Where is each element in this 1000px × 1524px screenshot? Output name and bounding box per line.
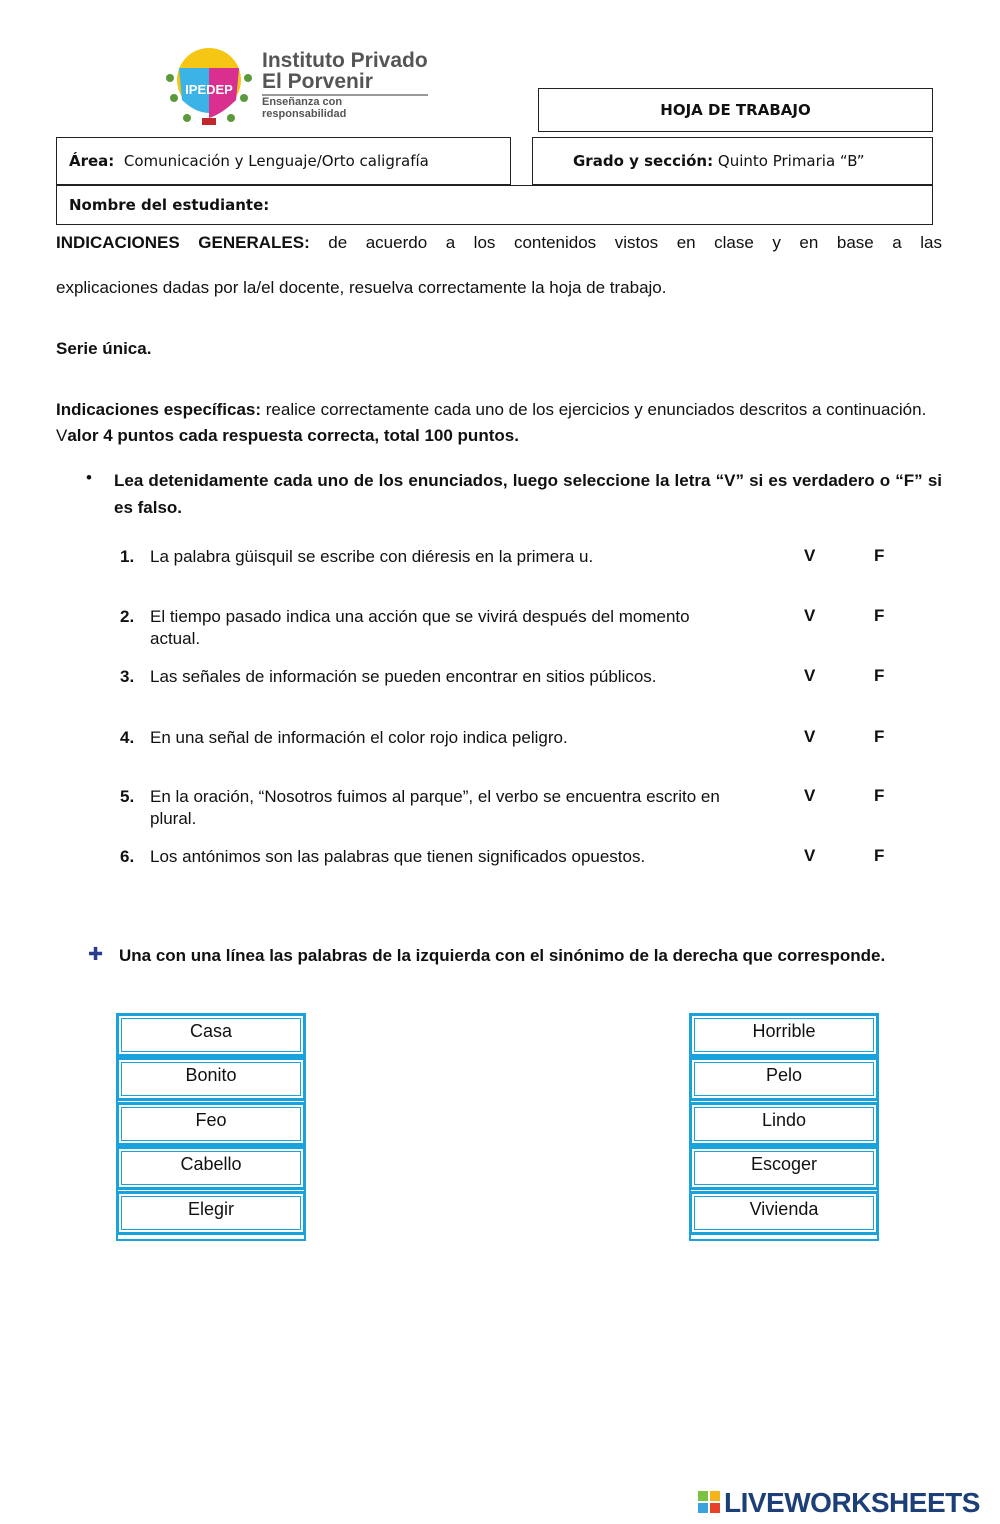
question-number: 2. xyxy=(120,607,135,626)
general-instructions xyxy=(56,230,942,256)
question-text: Los antónimos son las palabras que tienen significados opuestos. xyxy=(150,847,646,866)
question-item xyxy=(120,727,720,749)
true-option[interactable]: V xyxy=(804,786,816,805)
false-option[interactable]: F xyxy=(874,606,885,625)
false-option[interactable]: F xyxy=(874,546,885,565)
area-label: Área: xyxy=(69,152,115,170)
school-motto: Enseñanza con responsabilidad xyxy=(262,94,428,120)
student-name-field[interactable] xyxy=(56,185,933,225)
question-number: 4. xyxy=(120,728,135,747)
left-word-box[interactable]: Casa xyxy=(116,1013,306,1057)
left-word-box[interactable]: Feo xyxy=(116,1102,306,1146)
arrow-bullet-icon: ✚ xyxy=(88,944,104,964)
true-option[interactable]: V xyxy=(804,606,816,625)
left-word-box[interactable]: Cabello xyxy=(116,1146,306,1190)
grado-value: Quinto Primaria “B” xyxy=(717,152,865,170)
question-text: En la oración, “Nosotros fuimos al parque”, el verbo se encuentra escrito en plural. xyxy=(150,787,720,828)
question-text: Las señales de información se pueden encontrar en sitios públicos. xyxy=(150,667,657,686)
liveworksheets-logo-icon xyxy=(698,1491,720,1513)
school-logo xyxy=(162,38,257,128)
serie-title: Serie única. xyxy=(56,339,152,358)
false-option[interactable]: F xyxy=(874,727,885,746)
section1-instruction: Lea detenidamente cada uno de los enunciados, luego seleccione la letra “V” si es verdadero o “F” si es falso. xyxy=(114,471,942,517)
question-number: 6. xyxy=(120,847,135,866)
right-word-box[interactable]: Escoger xyxy=(689,1146,879,1190)
grado-label: Grado y sección: xyxy=(573,152,714,170)
question-number: 1. xyxy=(120,547,135,566)
right-word-box[interactable]: Pelo xyxy=(689,1057,879,1101)
false-option[interactable]: F xyxy=(874,786,885,805)
doc-type-box: HOJA DE TRABAJO xyxy=(538,88,933,132)
left-word-box[interactable]: Bonito xyxy=(116,1057,306,1101)
student-name-label: Nombre del estudiante: xyxy=(69,196,270,214)
school-name-line2: El Porvenir xyxy=(262,70,373,93)
question-text: La palabra güisquil se escribe con diéresis en la primera u. xyxy=(150,547,594,566)
right-word-box[interactable]: Vivienda xyxy=(689,1191,879,1235)
true-option[interactable]: V xyxy=(804,666,816,685)
question-text: En una señal de información el color rojo indica peligro. xyxy=(150,728,568,747)
specific-label: Indicaciones específicas: xyxy=(56,400,262,419)
true-option[interactable]: V xyxy=(804,846,816,865)
question-item xyxy=(120,606,720,650)
true-option[interactable]: V xyxy=(804,546,816,565)
question-item xyxy=(120,666,720,688)
specific-instructions xyxy=(56,397,946,449)
right-word-box[interactable]: Lindo xyxy=(689,1102,879,1146)
area-value: Comunicación y Lenguaje/Orto caligrafía xyxy=(123,152,429,170)
grado-box xyxy=(532,137,933,185)
question-number: 3. xyxy=(120,667,135,686)
general-text: de acuerdo a los contenidos vistos en clase y en base a las xyxy=(309,233,942,252)
specific-text: realice correctamente cada uno de los ejercicios y enunciados descritos a continuación. V xyxy=(56,400,927,445)
question-item xyxy=(120,786,720,830)
question-item xyxy=(120,846,720,868)
left-word-box[interactable]: Elegir xyxy=(116,1191,306,1235)
bullet-icon: • xyxy=(86,468,92,487)
school-name-line1: Instituto Privado xyxy=(262,49,428,72)
section2-instruction: Una con una línea las palabras de la izquierda con el sinónimo de la derecha que corresponde. xyxy=(119,946,886,965)
true-option[interactable]: V xyxy=(804,727,816,746)
specific-bold: alor 4 puntos cada respuesta correcta, total 100 puntos. xyxy=(67,426,519,445)
false-option[interactable]: F xyxy=(874,666,885,685)
general-label: INDICACIONES GENERALES: xyxy=(56,233,310,252)
right-word-box[interactable]: Horrible xyxy=(689,1013,879,1057)
question-text: El tiempo pasado indica una acción que se vivirá después del momento actual. xyxy=(150,607,690,648)
liveworksheets-brand: LIVEWORKSHEETS xyxy=(724,1487,980,1518)
question-number: 5. xyxy=(120,787,135,806)
area-box xyxy=(56,137,511,185)
false-option[interactable]: F xyxy=(874,846,885,865)
general-text-2: explicaciones dadas por la/el docente, resuelva correctamente la hoja de trabajo. xyxy=(56,278,667,297)
svg-text:IPEDEP: IPEDEP xyxy=(185,82,233,97)
question-item xyxy=(120,546,720,568)
